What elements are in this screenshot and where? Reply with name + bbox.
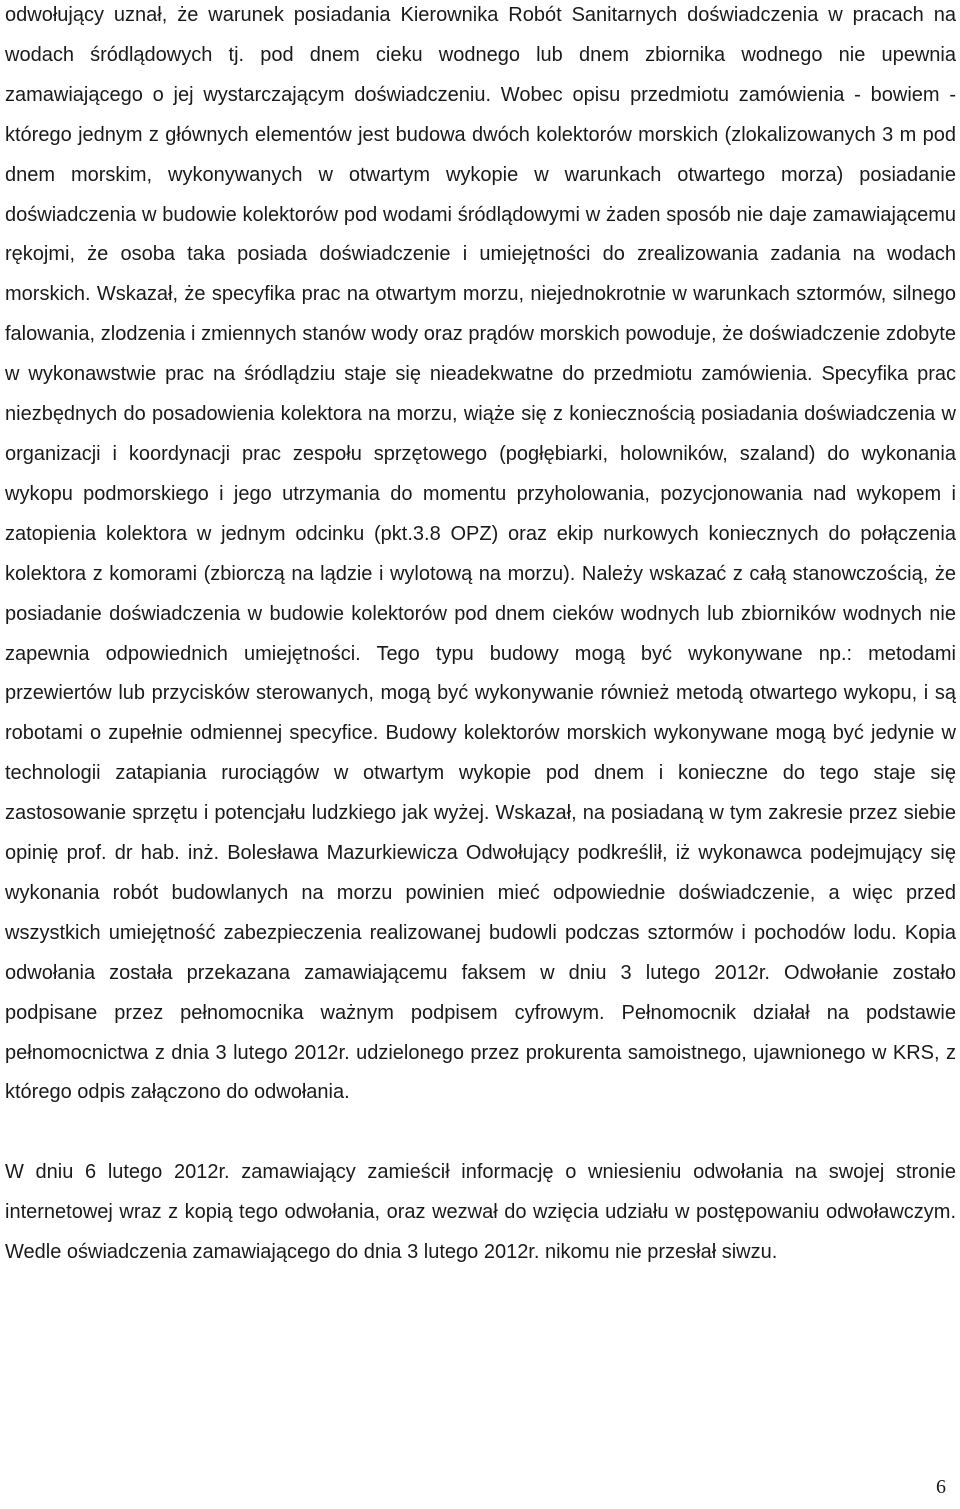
paragraph-appeal-notification: W dniu 6 lutego 2012r. zamawiający zamieścił informację o wniesieniu odwołania na swojej stronie internetowej wraz z kopią tego odwołania, oraz wezwał do wzięcia udziału w postępowaniu odwoławczym. Wedle oświadczenia zamawiającego do dnia 3 lutego 2012r. nikomu nie przesłał siwzu.	[5, 1161, 956, 1264]
paragraph-appeal-arguments: odwołujący uznał, że warunek posiadania Kierownika Robót Sanitarnych doświadczenia w pracach na wodach śródlądowych tj. pod dnem cieku wodnego lub dnem zbiornika wodnego nie upewnia zamawiającego o jej wystarczającym doświadczeniu. Wobec opisu przedmiotu zamówienia - bowiem -którego jednym z głównych elementów jest budowa dwóch kolektorów morskich (zlokalizowanych 3 m pod dnem morskim, wykonywanych w otwartym wykopie w warunkach otwartego morza) posiadanie doświadczenia w budowie kolektorów pod wodami śródlądowymi w żaden sposób nie daje zamawiającemu rękojmi, że osoba taka posiada doświadczenie i umiejętności do zrealizowania zadania na wodach morskich. Wskazał, że specyfika prac na otwartym morzu, niejednokrotnie w warunkach sztormów, silnego falowania, zlodzenia i zmiennych stanów wody oraz prądów morskich powoduje, że doświadczenie zdobyte w wykonawstwie prac na śródlądziu staje się nieadekwatne do przedmiotu zamówienia. Specyfika prac niezbędnych do posadowienia kolektora na morzu, wiąże się z koniecznością posiadania doświadczenia w organizacji i koordynacji prac zespołu sprzętowego (pogłębiarki, holowników, szaland) do wykonania wykopu podmorskiego i jego utrzymania do momentu przyholowania, pozycjonowania nad wykopem i zatopienia kolektora w jednym odcinku (pkt.3.8 OPZ) oraz ekip nurkowych koniecznych do połączenia kolektora z komorami (zbiorczą na lądzie i wylotową na morzu). Należy wskazać z całą stanowczością, że posiadanie doświadczenia w budowie kolektorów pod dnem cieków wodnych lub zbiorników wodnych nie zapewnia odpowiednich umiejętności. Tego typu budowy mogą być wykonywane np.: metodami przewiertów lub przycisków sterowanych, mogą być wykonywanie również metodą otwartego wykopu, i są robotami o zupełnie odmiennej specyfice. Budowy kolektorów morskich wykonywane mogą być jedynie w technologii zatapiania rurociągów w otwartym wykopie pod dnem i konieczne do tego staje się zastosowanie sprzętu i potencjału ludzkiego jak wyżej. Wskazał, na posiadaną w tym zakresie przez siebie opinię prof. dr hab. inż. Bolesława Mazurkiewicza Odwołujący podkreślił, iż wykonawca podejmujący się wykonania robót budowlanych na morzu powinien mieć odpowiednie doświadczenie, a więc przed wszystkich umiejętność zabezpieczenia realizowanej budowli podczas sztormów i pochodów lodu. Kopia odwołania została przekazana zamawiającemu faksem w dniu 3 lutego 2012r. Odwołanie zostało podpisane przez pełnomocnika ważnym podpisem cyfrowym. Pełnomocnik działał na podstawie pełnomocnictwa z dnia 3 lutego 2012r. udzielonego przez prokurenta samoistnego, ujawnionego w KRS, z którego odpis załączono do odwołania.	[5, 4, 956, 1104]
page-number: 6	[936, 1476, 946, 1498]
document-body	[5, 0, 956, 1273]
paragraph-spacer	[5, 1113, 956, 1153]
